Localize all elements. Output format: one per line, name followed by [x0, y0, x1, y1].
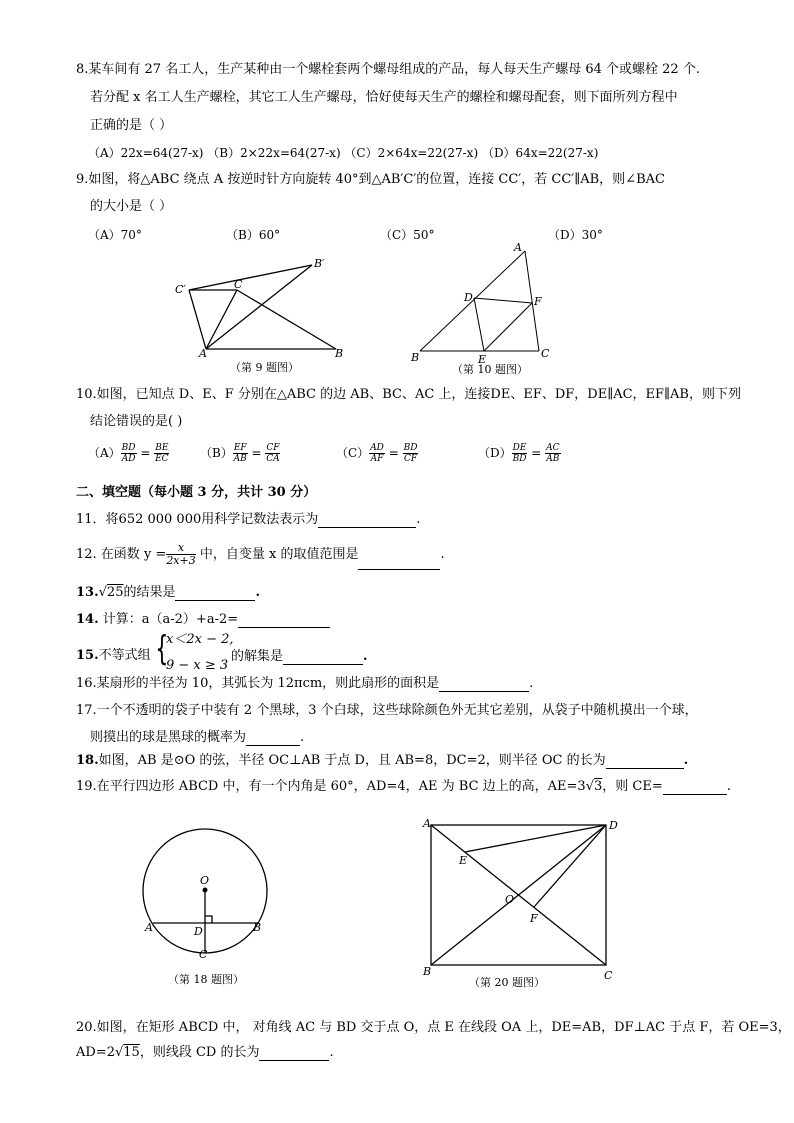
fig9-label-b: B: [335, 347, 344, 360]
fig10-label-d: D: [464, 291, 473, 304]
q10-b-prefix: （B）: [200, 446, 233, 460]
q10-option-a: （A） $\frac{BD}{AD}$ = $\frac{BE}{EC}$: [88, 443, 169, 464]
fraction: $\frac{BD}{AD}$: [121, 443, 136, 464]
q15-tail: 的解集是 .: [231, 649, 368, 664]
q15: 15.不等式组: [76, 648, 151, 663]
fig20-label-b: B: [423, 965, 432, 978]
fig20-label-a: A: [423, 817, 431, 830]
fraction: $\frac{CF}{CA}$: [266, 443, 280, 464]
q10-d-prefix: （D）: [478, 446, 512, 460]
fig20-label-o: O: [505, 893, 515, 906]
q9-option-a: （A）70°: [88, 228, 142, 242]
q8-line3: 正确的是（ ）: [90, 118, 173, 133]
fig10-label-a: A: [514, 241, 522, 254]
q10-a-prefix: （A）: [88, 446, 121, 460]
fig18-caption: （第 18 题图）: [168, 973, 244, 986]
fig20-caption: （第 20 题图）: [469, 976, 545, 989]
fraction: $\frac{EF}{AB}$: [233, 443, 247, 464]
fig10-caption: （第 10 题图）: [452, 363, 528, 376]
fig18-label-a: A: [145, 921, 153, 934]
q17-line2: 则摸出的球是黑球的概率为 .: [90, 730, 305, 745]
q20-line2: AD=2√15，则线段 CD 的长为 .: [76, 1045, 334, 1060]
answer-blank[interactable]: [259, 1046, 329, 1061]
fraction: $\frac{AC}{AB}$: [546, 443, 560, 464]
q15-inequality-1: x＜2x − 2,: [166, 632, 234, 647]
q9-line1: 9.如图，将△ABC 绕点 A 按逆时针方向旋转 40°到△AB′C′的位置，连接 CC′，若 CC′∥AB，则∠BAC: [76, 172, 665, 187]
fig20-label-d: D: [609, 819, 618, 832]
fig9-label-b-prime: B′: [314, 257, 325, 270]
q17-line1: 17.一个不透明的袋子中装有 2 个黑球，3 个白球，这些球除颜色外无其它差别，从袋子中随机摸出一个球，: [76, 703, 698, 718]
q15-inequality-2: 9 − x ≥ 3: [166, 658, 229, 673]
fraction: $\frac{DE}{BD}$: [512, 443, 527, 464]
q9-option-b: （B）60°: [226, 228, 281, 242]
q8-options: （A）22x=64(27-x) （B）2×22x=64(27-x) （C）2×64x=22(27-x) （D）64x=22(27-x): [88, 146, 599, 160]
fig10-label-c: C: [541, 347, 550, 360]
q10-option-d: （D） $\frac{DE}{BD}$ = $\frac{AC}{AB}$: [478, 443, 560, 464]
q20-line1: 20.如图，在矩形 ABCD 中， 对角线 AC 与 BD 交于点 O，点 E 在线段 OA 上，DE=AB，DF⊥AC 于点 F，若 OE=3，: [76, 1020, 791, 1035]
q18: 18.如图，AB 是⊙O 的弦，半径 OC⊥AB 于点 D，且 AB=8，DC=2，则半径 OC 的长为 .: [76, 753, 689, 768]
fig18-label-o: O: [200, 874, 210, 887]
fig18-label-c: C: [199, 948, 208, 961]
q10-option-b: （B） $\frac{EF}{AB}$ = $\frac{CF}{CA}$: [200, 443, 280, 464]
q14: 14. 计算：a（a-2）+a-2=: [76, 612, 330, 628]
fig9-caption: （第 9 题图）: [230, 361, 299, 374]
fig10-label-f: F: [534, 295, 542, 308]
q10-line1: 10.如图，已知点 D、E、F 分别在△ABC 的边 AB、BC、AC 上，连接DE、EF、DF，DE∥AC，EF∥AB，则下列: [76, 387, 741, 402]
fraction: $\frac{BD}{CF}$: [403, 443, 418, 464]
q15-brace: {: [155, 629, 169, 669]
fig18-label-d: D: [194, 925, 203, 938]
q12: 12. 在函数 y = $\frac{x}{2x+3}$ 中，自变量 x 的取值范围是 .: [76, 540, 445, 570]
q13: 13.√25的结果是 .: [76, 585, 261, 600]
q10-c-prefix: （C）: [336, 446, 370, 460]
sqrt-symbol: √: [585, 779, 594, 794]
fig9-label-c-prime: C′: [175, 283, 186, 296]
fraction: $\frac{AD}{AF}$: [370, 443, 384, 464]
sqrt-symbol: √: [98, 585, 107, 600]
q16: 16.某扇形的半径为 10，其弧长为 12πcm，则此扇形的面积是 .: [76, 676, 534, 691]
fig20-label-e: E: [459, 854, 468, 867]
fig9-label-c: C: [234, 278, 243, 291]
q9-line2: 的大小是（ ）: [90, 199, 173, 214]
q9-option-c: （C）50°: [380, 228, 435, 242]
q11: 11．将652 000 000用科学记数法表示为 .: [76, 512, 421, 527]
fig20-label-f: F: [530, 912, 538, 925]
q10-line2: 结论错误的是( ): [90, 414, 183, 429]
q8-line2: 若分配 x 名工人生产螺栓，其它工人生产螺母，恰好使每天生产的螺栓和螺母配套，则下面所列方程中: [90, 90, 678, 105]
fraction: $\frac{x}{2x+3}$: [166, 541, 196, 567]
q19: 19.在平行四边形 ABCD 中，有一个内角是 60°，AD=4，AE 为 BC 边上的高，AE=3√3，则 CE= .: [76, 779, 731, 794]
fig10-label-e: E: [478, 353, 487, 366]
section-2-title: 二、填空题（每小题 3 分，共计 30 分）: [76, 485, 317, 500]
q10-option-c: （C） $\frac{AD}{AF}$ = $\frac{BD}{CF}$: [336, 443, 418, 464]
q8-line1: 8.某车间有 27 名工人，生产某种由一个螺栓套两个螺母组成的产品，每人每天生产螺母 64 个或螺栓 22 个.: [76, 62, 700, 77]
sqrt-symbol: √: [114, 1045, 124, 1060]
fig10-label-b: B: [411, 351, 420, 364]
fig18-label-b: B: [253, 921, 262, 934]
fig20-label-c: C: [604, 969, 613, 982]
fig9-label-a: A: [199, 347, 207, 360]
fraction: $\frac{BE}{EC}$: [155, 443, 169, 464]
q9-option-d: （D）30°: [548, 228, 603, 242]
